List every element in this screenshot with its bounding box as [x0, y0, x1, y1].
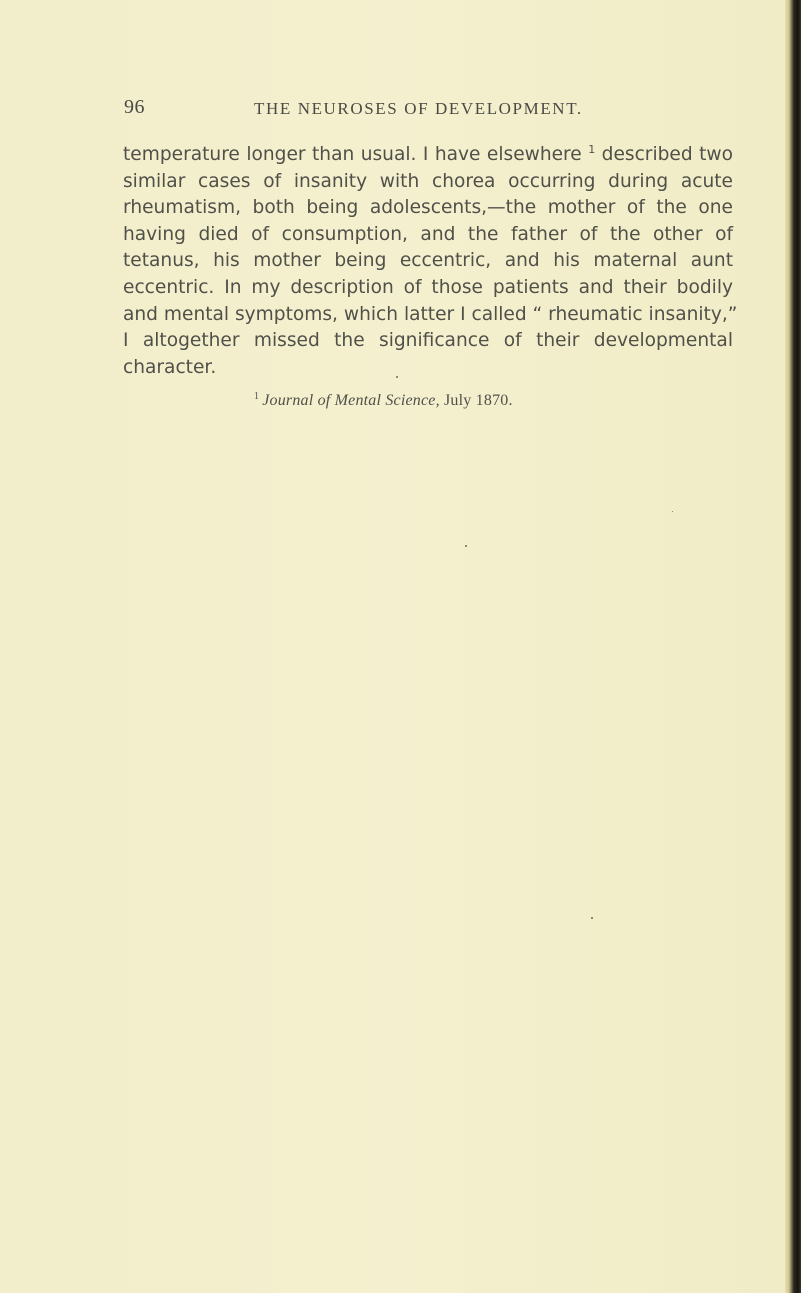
text-line — [123, 142, 733, 169]
text-line: rheumatism, both being adolescents,—the mother of the one — [123, 197, 733, 219]
paper-speck — [591, 917, 593, 919]
paper-speck — [672, 511, 673, 512]
text-line-content: temperature longer than usual. I have elsewhere — [123, 144, 582, 165]
page-edge-shadow — [785, 0, 801, 1293]
footnote-reference: 1 — [588, 142, 596, 156]
text-line: I altogether missed the significance of their developmental — [123, 330, 733, 352]
footnote-date: July 1870. — [439, 392, 513, 409]
text-line: similar cases of insanity with chorea occurring during acute — [123, 170, 733, 192]
footnote-marker: 1 — [254, 390, 260, 402]
text-line: having died of consumption, and the father of the other of — [123, 223, 733, 245]
paper-speck — [465, 545, 467, 547]
text-line-content: described two — [595, 144, 733, 165]
paper-speck — [396, 376, 398, 378]
running-title: THE NEUROSES OF DEVELOPMENT. — [254, 99, 583, 118]
text-line: and mental symptoms, which latter I called “ rheumatic insanity,” — [123, 303, 738, 325]
text-line: eccentric. In my description of those patients and their bodily — [123, 276, 733, 298]
footnote-source-title: Journal of Mental Science, — [262, 392, 440, 409]
body-paragraph — [123, 142, 738, 381]
footnote — [254, 392, 513, 410]
page-number: 96 — [124, 96, 145, 118]
text-line: tetanus, his mother being eccentric, and his maternal aunt — [123, 250, 733, 272]
text-line: character. — [123, 356, 217, 378]
